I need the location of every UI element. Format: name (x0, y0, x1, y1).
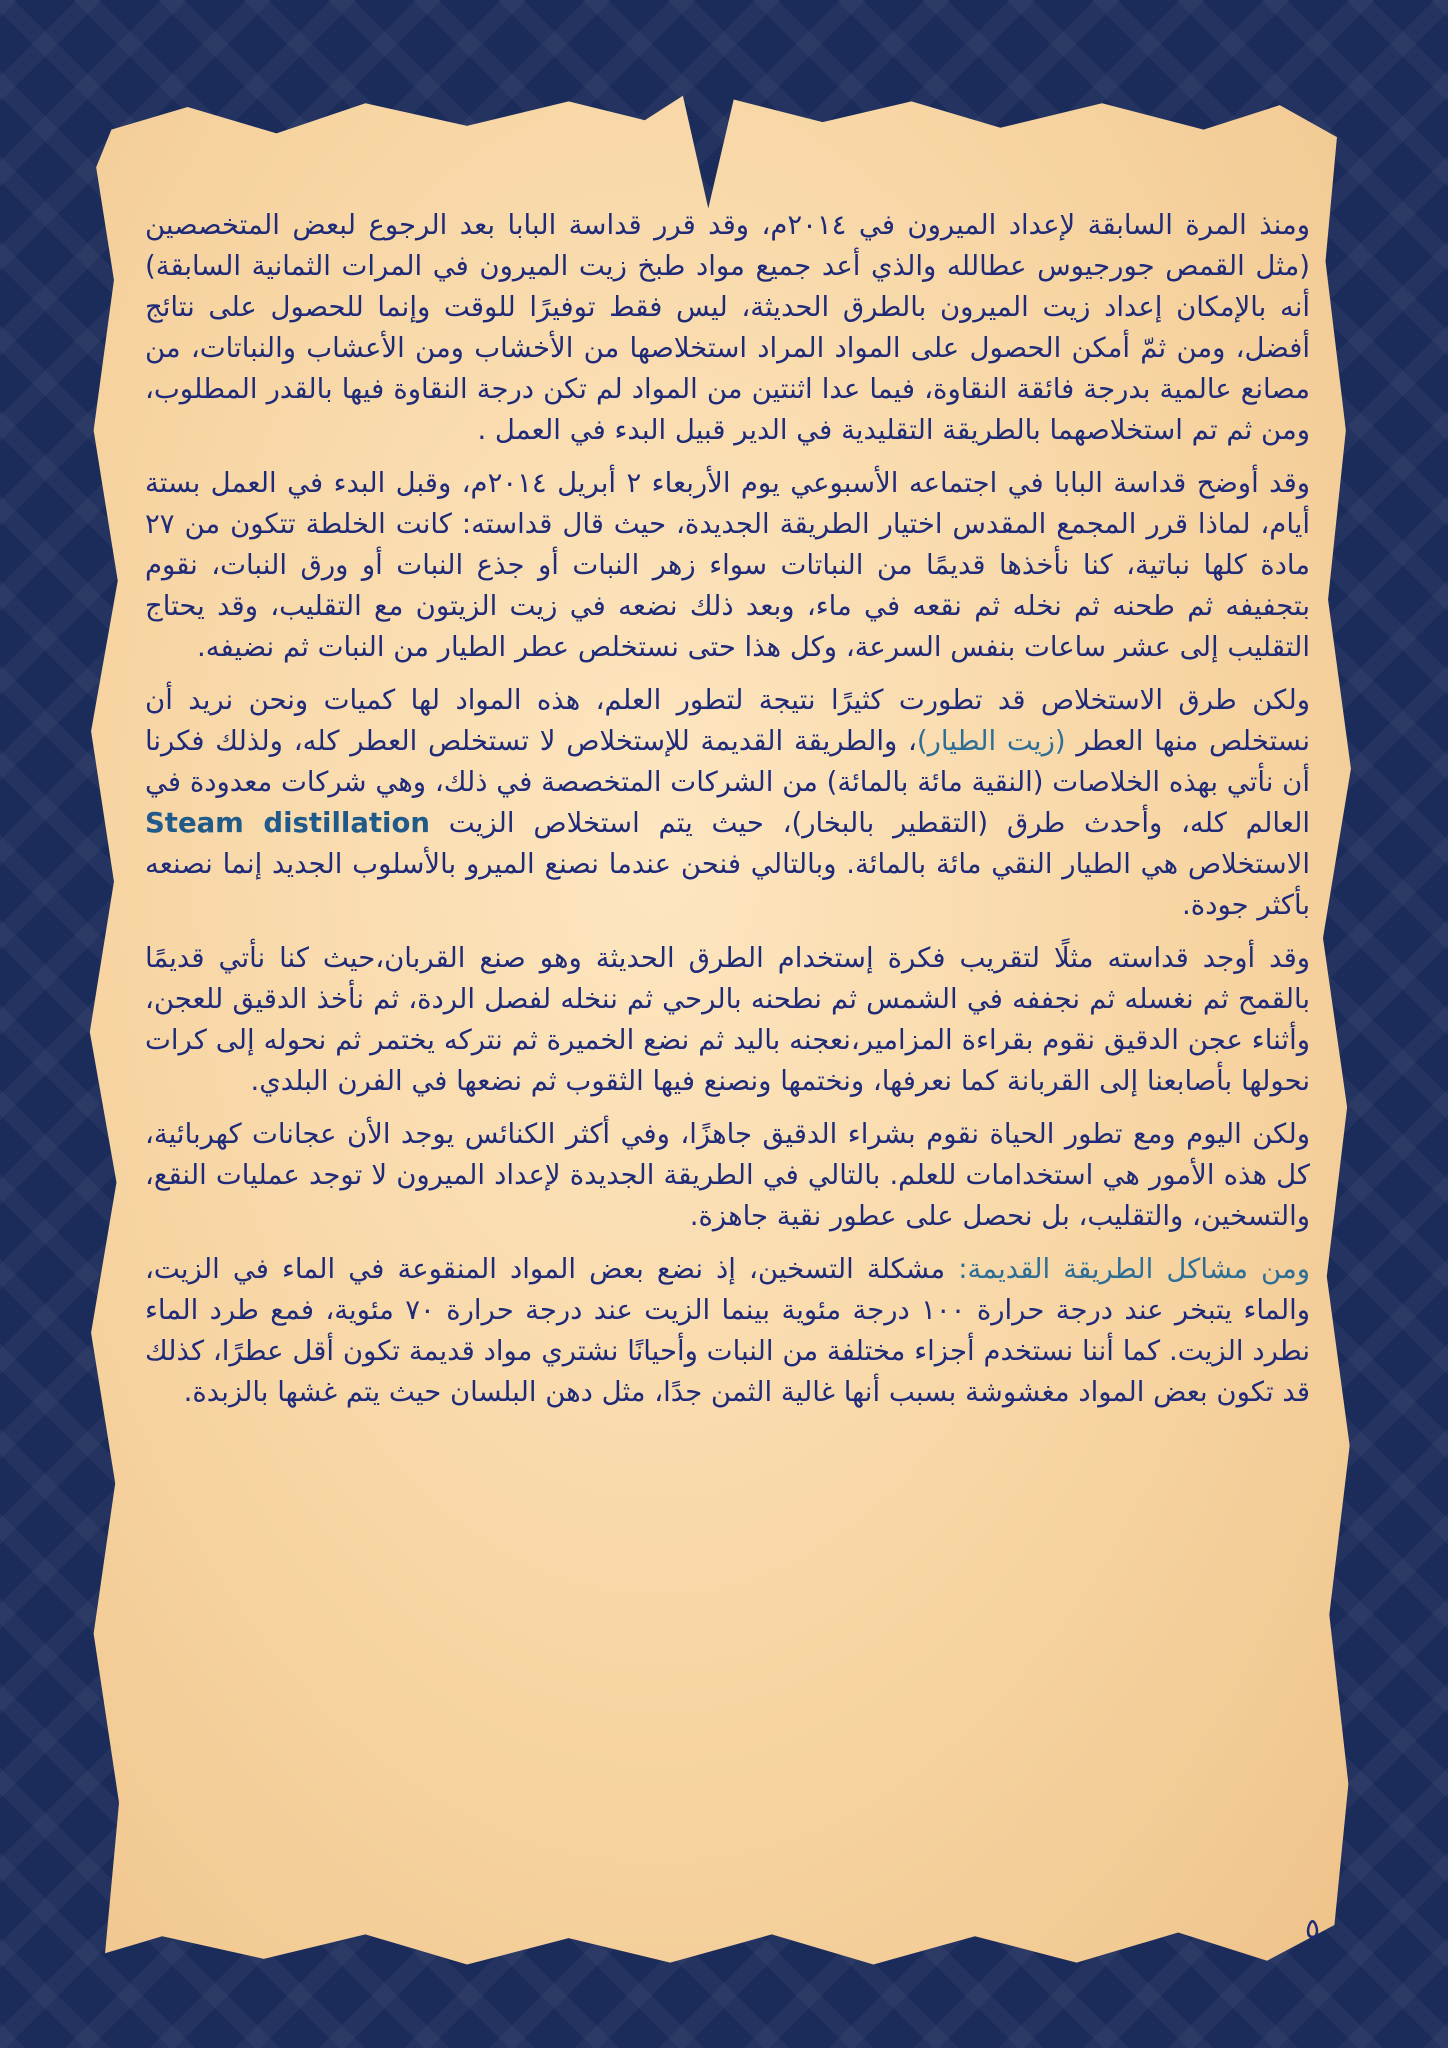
paragraph-6-text: مشكلة التسخين، إذ نضع بعض المواد المنقوعة في الماء في الزيت، والماء يتبخر عند درجة حرارة ١٠٠ درجة مئوية بينما الزيت عند درجة حرارة ٧٠ مئوية، فمع طرد الماء نطرد الزيت. كما أننا نستخدم أجزاء مختلفة من النبات وأحيانًا نشتري مواد قديمة تكون أقل عطرًا، كذلك قد تكون بعض المواد مغشوشة بسبب أنها غالية الثمن جدًا، مثل دهن البلسان حيث يتم غشها بالزبدة. (145, 1253, 1310, 1408)
paragraph-4: وقد أوجد قداسته مثلًا لتقريب فكرة إستخدام الطرق الحديثة وهو صنع القربان،حيث كنا نأتي قديمًا بالقمح ثم نغسله ثم نجففه في الشمس ثم نطحنه بالرحي ثم ننخله لفصل الردة، ثم نأخذ الدقيق للعجن، وأثناء عجن الدقيق نقوم بقراءة المزامير،نعجنه باليد ثم نضع الخميرة ثم نتركه يختمر ثم نحوله إلى كرات نحولها بأصابعنا إلى القربانة كما نعرفها، ونختمها ونصنع فيها الثقوب ثم نضعها في الفرن البلدي. (145, 942, 1310, 1097)
article-body (145, 205, 1310, 1425)
paragraph-3-part-1: ولكن طرق الاستخلاص قد تطورت كثيرًا نتيجة لتطور العلم، هذه المواد لها كميات ونحن نريد أن نستخلص منها العطر (145, 684, 1310, 757)
page-number: ٥ (1305, 1912, 1321, 1945)
steam-distillation-term: Steam distillation (145, 807, 430, 839)
paragraph-5: ولكن اليوم ومع تطور الحياة نقوم بشراء الدقيق جاهزًا، وفي أكثر الكنائس يوجد الأن عجانات كهربائية، كل هذه الأمور هي استخدامات للعلم. بالتالي في الطريقة الجديدة لإعداد الميرون لا توجد عمليات النقع، والتسخين، والتقليب، بل نحصل على عطور نقية جاهزة. (145, 1118, 1310, 1232)
paragraph-1: ومنذ المرة السابقة لإعداد الميرون في ٢٠١٤م، وقد قرر قداسة البابا بعد الرجوع لبعض المتخصصين (مثل القمص جورجيوس عطالله والذي أعد جميع مواد طبخ زيت الميرون في المرات الثمانية السابقة) أنه بالإمكان إعداد زيت الميرون بالطرق الحديثة، ليس فقط توفيرًا للوقت وإنما للحصول على نتائج أفضل، ومن ثمّ أمكن الحصول على المواد المراد استخلاصها من الأخشاب ومن الأعشاب والنباتات، من مصانع عالمية بدرجة فائقة النقاوة، فيما عدا اثنتين من المواد لم تكن درجة النقاوة فيها بالقدر المطلوب، ومن ثم تم استخلاصهما بالطريقة التقليدية في الدير قبيل البدء في العمل . (145, 209, 1310, 446)
old-method-problems-heading: ومن مشاكل الطريقة القديمة: (958, 1253, 1310, 1285)
paragraph-6 (145, 1249, 1310, 1413)
paragraph-2: وقد أوضح قداسة البابا في اجتماعه الأسبوعي يوم الأربعاء ٢ أبريل ٢٠١٤م، وقبل البدء في العمل بستة أيام، لماذا قرر المجمع المقدس اختيار الطريقة الجديدة، حيث قال قداسته: كانت الخلطة تتكون من ٢٧ مادة كلها نباتية، كنا نأخذها قديمًا من النباتات سواء زهر النبات أو جذع النبات أو ورق النبات، نقوم بتجفيفه ثم طحنه ثم نخله ثم نقعه في ماء، وبعد ذلك نضعه في زيت الزيتون مع التقليب، وقد يحتاج التقليب إلى عشر ساعات بنفس السرعة، وكل هذا حتى نستخلص عطر الطيار من النبات ثم نضيفه. (145, 467, 1311, 663)
volatile-oil-term: (زيت الطيار) (916, 725, 1066, 757)
paragraph-3-part-3: الاستخلاص هي الطيار النقي مائة بالمائة. وبالتالي فنحن عندما نصنع الميرو بالأسلوب الجديد إنما نصنعه بأكثر جودة. (145, 848, 1310, 921)
paragraph-3 (145, 680, 1310, 926)
paragraph-3-part-2: ، والطريقة القديمة للإستخلاص لا تستخلص العطر كله، ولذلك فكرنا أن نأتي بهذه الخلاصات (النقية مائة بالمائة) من الشركات المتخصصة في ذلك، وهي شركات معدودة في العالم كله، وأحدث طرق (التقطير بالبخار)، حيث يتم استخلاص الزيت (145, 725, 1310, 839)
